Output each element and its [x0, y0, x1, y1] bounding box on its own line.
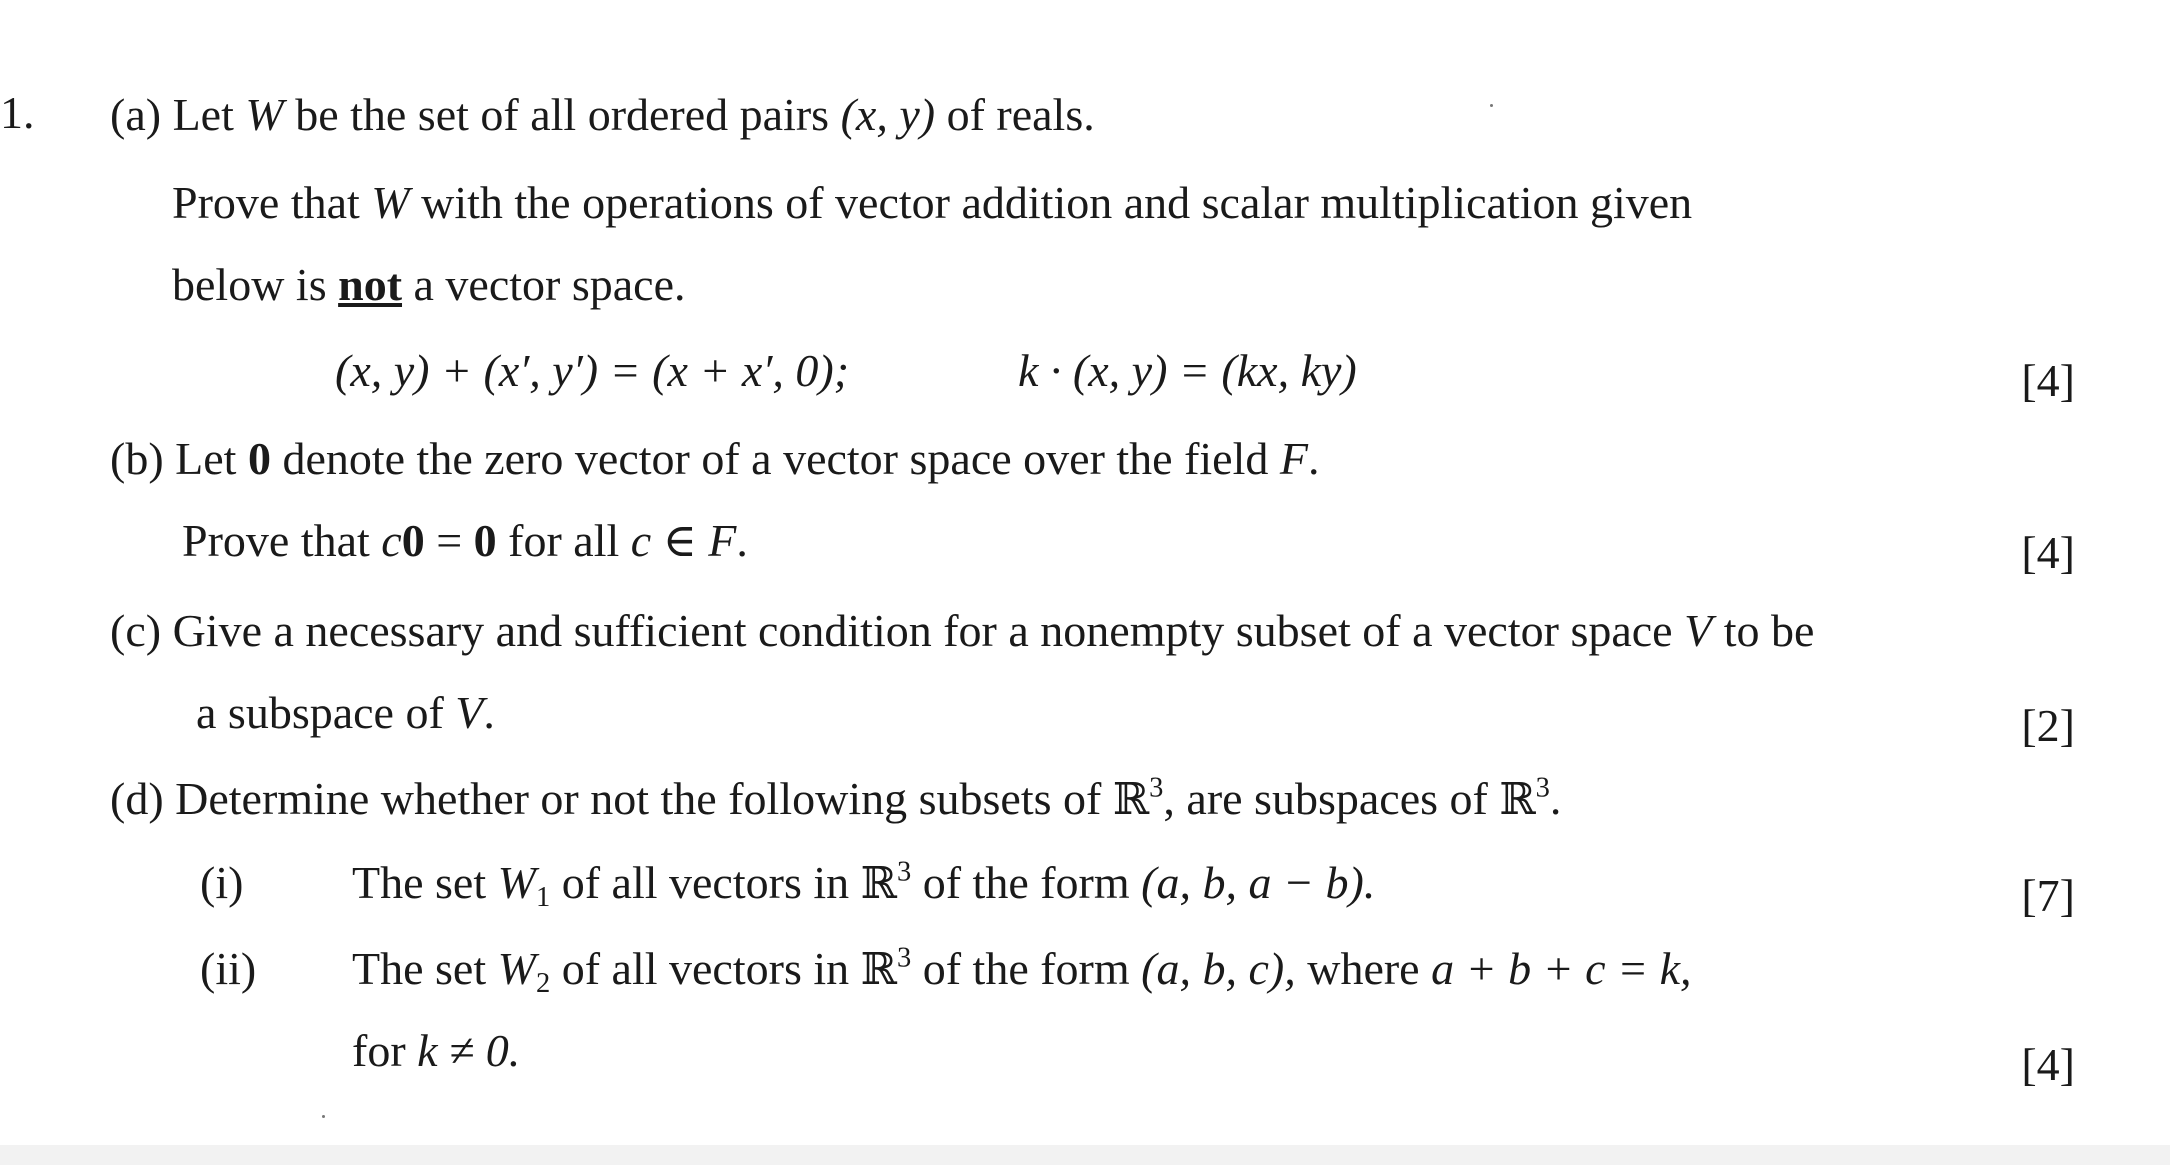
set-w-symbol: W — [371, 177, 410, 228]
period: . — [1549, 773, 1562, 824]
part-c-text: to be — [1723, 605, 1815, 656]
period: . — [483, 687, 495, 738]
part-a-text: be the set of all ordered pairs — [295, 89, 830, 140]
subitem-text: of all vectors in — [561, 857, 850, 908]
part-d-ii-text — [352, 942, 1692, 999]
equals-sign: = — [424, 515, 474, 566]
marks-a: [4] — [2021, 355, 2075, 406]
page-bottom-shadow — [0, 1145, 2170, 1165]
k-condition: k ≠ 0. — [417, 1025, 521, 1076]
subitem-text: of all vectors in — [561, 943, 850, 994]
part-b-text: Prove that — [182, 515, 370, 566]
emphasis-not: not — [338, 259, 403, 310]
part-c-label: (c) — [110, 605, 162, 656]
part-b-text: for all — [508, 515, 620, 566]
vector-form: (a, b, a − b). — [1141, 857, 1376, 908]
subset-w1-symbol: W — [497, 857, 536, 908]
part-a-text: a vector space. — [413, 259, 686, 310]
exponent: 3 — [896, 856, 912, 888]
real-numbers-symbol: ℝ — [1112, 774, 1150, 825]
part-b-line-1 — [110, 433, 1320, 484]
part-a-line-2 — [172, 177, 1693, 228]
element-of-sign: ∈ — [651, 515, 709, 566]
part-d-line-1 — [110, 772, 1562, 825]
scalar-c-symbol: c — [381, 515, 402, 566]
part-a-label: (a) — [110, 89, 162, 140]
sum-condition: a + b + c = k, — [1431, 943, 1692, 994]
exponent: 3 — [1149, 772, 1164, 804]
question-number: 1. — [0, 87, 35, 138]
subitem-text: The set — [352, 943, 487, 994]
addition-equation: (x, y) + (x′, y′) = (x + x′, 0); — [335, 345, 850, 396]
marks-d-ii: [4] — [2021, 1039, 2075, 1090]
part-d-i-text — [352, 856, 1376, 913]
space-v-symbol: V — [1684, 605, 1713, 656]
zero-vector-symbol: 0 — [473, 515, 497, 566]
part-a-text: with the operations of vector addition and scalar multiplication given — [421, 177, 1693, 228]
part-a-text: below is — [172, 259, 327, 310]
real-numbers-symbol: ℝ — [1499, 774, 1536, 825]
scalar-c-symbol: c — [630, 515, 652, 566]
period: . — [736, 515, 748, 566]
period: . — [1308, 433, 1320, 484]
zero-vector-symbol: 0 — [247, 433, 271, 484]
part-b-label: (b) — [110, 433, 164, 484]
marks-c: [2] — [2021, 700, 2075, 751]
ordered-pair: (x, y) — [840, 89, 936, 140]
part-a-line-3 — [172, 259, 686, 310]
subitem-text: of the form — [922, 857, 1130, 908]
field-f-symbol: F — [708, 515, 737, 566]
exponent: 3 — [896, 942, 912, 974]
scalar-multiplication-equation: k · (x, y) = (kx, ky) — [1018, 345, 1357, 396]
marks-b: [4] — [2021, 527, 2075, 578]
part-a-line-1 — [110, 89, 1095, 140]
space-v-symbol: V — [455, 687, 484, 738]
scan-speck — [322, 1115, 325, 1118]
subscript: 2 — [535, 967, 551, 999]
subitem-text: of the form — [922, 943, 1130, 994]
vector-form: (a, b, c), — [1141, 943, 1296, 994]
part-d-i-label: (i) — [200, 857, 244, 908]
part-d-ii-label: (ii) — [200, 943, 257, 994]
field-f-symbol: F — [1279, 433, 1308, 484]
marks-d-i: [7] — [2021, 870, 2075, 921]
part-b-text: denote the zero vector of a vector space over the field — [282, 433, 1269, 484]
part-b-line-2 — [182, 515, 748, 566]
part-d-ii-line-2 — [352, 1025, 521, 1076]
real-numbers-symbol: ℝ — [860, 858, 897, 909]
subset-w2-symbol: W — [497, 943, 536, 994]
part-d-text: Determine whether or not the following subsets of — [175, 773, 1102, 824]
part-d-label: (d) — [110, 773, 164, 824]
subitem-text: for — [352, 1025, 406, 1076]
part-c-line-2 — [196, 687, 495, 738]
subscript: 1 — [535, 881, 551, 913]
subitem-text: The set — [352, 857, 487, 908]
set-w-symbol: W — [245, 89, 284, 140]
part-d-text: , are subspaces of — [1163, 773, 1488, 824]
real-numbers-symbol: ℝ — [860, 944, 897, 995]
subitem-text: where — [1307, 943, 1420, 994]
part-a-text: Let — [172, 89, 234, 140]
part-b-text: Let — [175, 433, 237, 484]
exponent: 3 — [1535, 772, 1550, 804]
part-c-text: a subspace of — [196, 687, 444, 738]
zero-vector-symbol: 0 — [401, 515, 425, 566]
part-c-line-1 — [110, 605, 1815, 656]
part-c-text: Give a necessary and sufficient condition for a nonempty subset of a vector space — [172, 605, 1673, 656]
scan-speck — [1490, 104, 1493, 107]
part-a-text: Prove that — [172, 177, 360, 228]
part-a-text: of reals. — [946, 89, 1095, 140]
